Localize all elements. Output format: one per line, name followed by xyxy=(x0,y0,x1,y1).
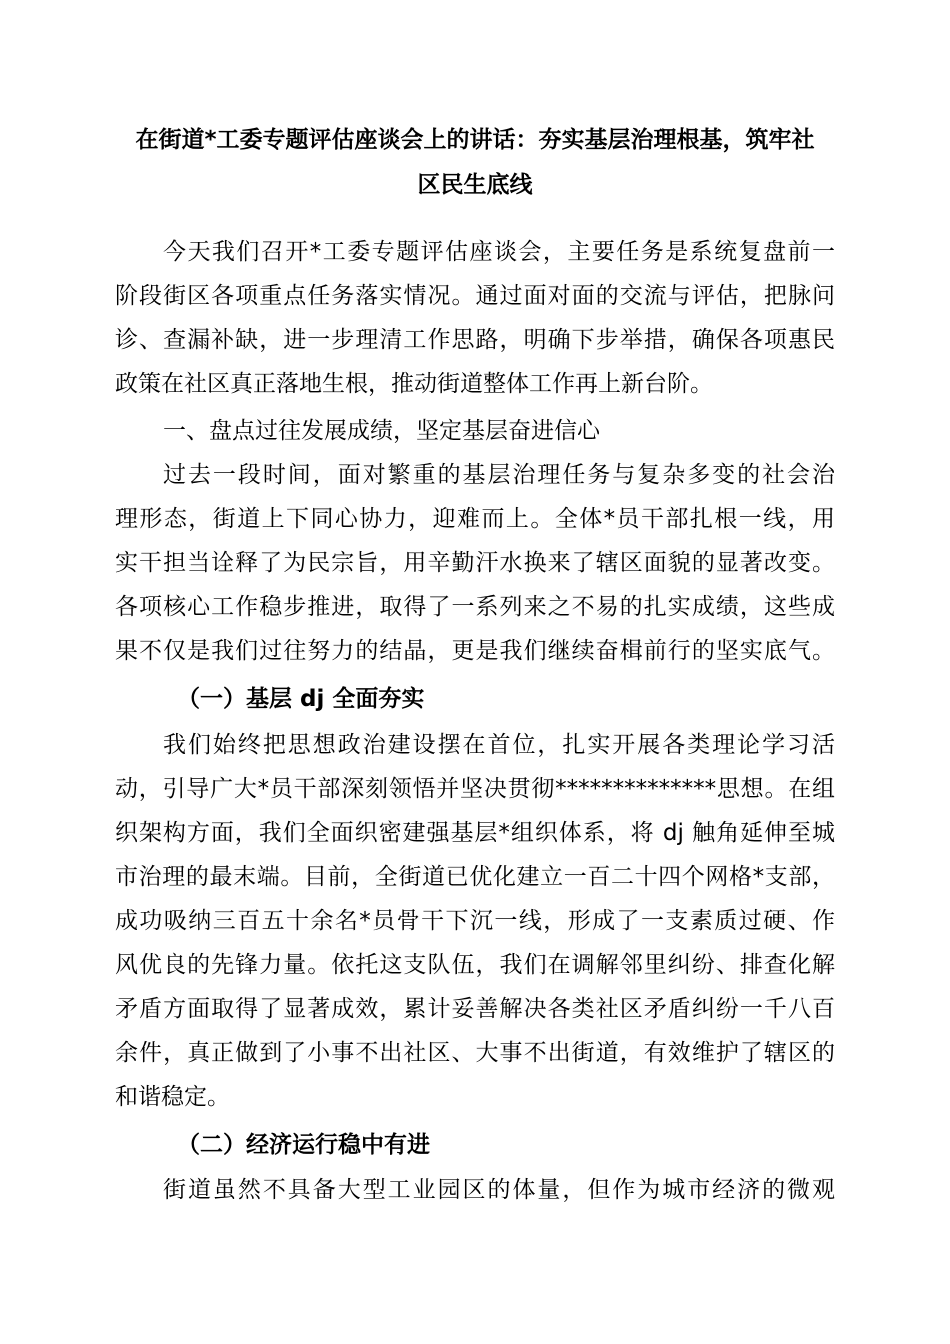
text-line: 实干担当诠释了为民宗旨，用辛勤汗水换来了辖区面貌的显著改变。 xyxy=(115,550,835,576)
text-line: 今天我们召开*工委专题评估座谈会，主要任务是系统复盘前一 xyxy=(163,239,835,265)
paragraph-intro xyxy=(115,230,835,406)
text-line: 矛盾方面取得了显著成效，累计妥善解决各类社区矛盾纠纷一千八百 xyxy=(115,996,835,1022)
title-line: 区民生底线 xyxy=(417,172,533,198)
text-line: 过去一段时间，面对繁重的基层治理任务与复杂多变的社会治 xyxy=(163,462,835,488)
paragraph-party-building xyxy=(115,723,835,1119)
text-line: 诊、查漏补缺，进一步理清工作思路，明确下步举措，确保各项惠民 xyxy=(115,327,835,353)
text-line: 政策在社区真正落地生根，推动街道整体工作再上新台阶。 xyxy=(115,371,713,397)
title-line: 在街道*工委专题评估座谈会上的讲话：夯实基层治理根基，筑牢社 xyxy=(135,127,815,153)
subheading-1 xyxy=(115,677,835,721)
subheading-2 xyxy=(115,1123,835,1167)
paragraph-economy xyxy=(115,1168,835,1212)
text-line: 风优良的先锋力量。依托这支队伍，我们在调解邻里纠纷、排查化解 xyxy=(115,952,835,978)
text-line: 街道虽然不具备大型工业园区的体量，但作为城市经济的微观 xyxy=(163,1177,835,1203)
text-line: 成功吸纳三百五十余名*员骨干下沉一线，形成了一支素质过硬、作 xyxy=(115,908,835,934)
subheading-text: （一）基层 dj 全面夯实 xyxy=(177,686,425,712)
text-line: 果不仅是我们过往努力的结晶，更是我们继续奋楫前行的坚实底气。 xyxy=(115,638,835,664)
text-line: 理形态，街道上下同心协力，迎难而上。全体*员干部扎根一线，用 xyxy=(115,506,835,532)
heading-text: 一、盘点过往发展成绩，坚定基层奋进信心 xyxy=(163,418,600,444)
text-line: 织架构方面，我们全面织密建强基层*组织体系，将 dj 触角延伸至城 xyxy=(115,820,835,846)
paragraph-achievements xyxy=(115,453,835,673)
text-line: 我们始终把思想政治建设摆在首位，扎实开展各类理论学习活 xyxy=(163,732,835,758)
text-line: 余件，真正做到了小事不出社区、大事不出街道，有效维护了辖区的 xyxy=(115,1040,835,1066)
text-line: 动，引导广大*员干部深刻领悟并坚决贯彻**************思想。在组 xyxy=(115,776,835,802)
text-line: 阶段街区各项重点任务落实情况。通过面对面的交流与评估，把脉问 xyxy=(115,283,835,309)
subheading-text: （二）经济运行稳中有进 xyxy=(177,1132,430,1158)
section-heading-1 xyxy=(115,409,835,453)
text-line: 各项核心工作稳步推进，取得了一系列来之不易的扎实成绩，这些成 xyxy=(115,594,835,620)
text-line: 和谐稳定。 xyxy=(115,1084,230,1110)
document-title xyxy=(115,118,835,208)
text-line: 市治理的最末端。目前，全街道已优化建立一百二十四个网格*支部， xyxy=(115,864,835,890)
